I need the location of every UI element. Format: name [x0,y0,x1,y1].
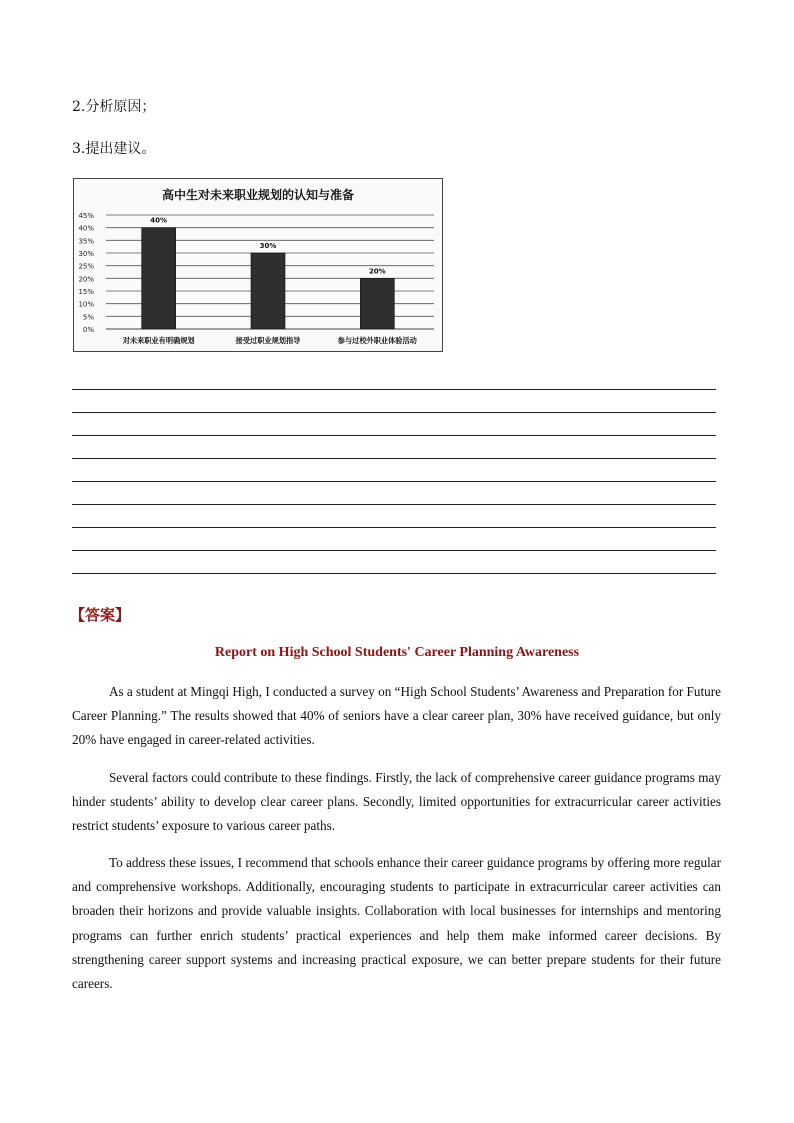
y-tick-label: 15% [78,288,94,296]
bar-data-label: 30% [259,242,277,250]
step-2-instruction: 2.分析原因； [72,99,156,115]
writing-line [72,482,716,505]
report-paragraph-2: Several factors could contribute to these findings. Firstly, the lack of comprehensive career guidance programs may hinder students’ ability to develop clear career plans. Secondly, limited opportunities for extracurricular career activities restrict students’ exposure to various career paths. [72,770,721,834]
writing-line [72,459,716,482]
bar-chart [73,178,443,352]
writing-line [72,528,716,551]
writing-line [72,389,716,413]
report-paragraph-3: To address these issues, I recommend that schools enhance their career guidance programs by offering more regular and comprehensive workshops. Additionally, encouraging students to participate in extracurricular career activities can broaden their horizons and provide valuable insights. Collaboration with local businesses for internships and mentoring programs can further enrich students’ practical experiences and help them make informed career decisions. By strengthening career support systems and increasing practical exposure, we can better prepare students for their future careers. [72,855,721,992]
chart-bar [251,253,285,329]
report-paragraph-1: As a student at Mingqi High, I conducted a survey on “High School Students’ Awareness and Preparation for Future Career Planning.” The results showed that 40% of seniors have a clear career plan, 30% have received guidance, but only 20% have engaged in career-related activities. [72,684,721,748]
x-category-label: 参与过校外职业体验活动 [337,336,417,345]
writing-line [72,436,716,459]
y-tick-label: 0% [82,326,94,334]
answer-heading: 【答案】 [70,606,131,624]
y-tick-label: 45% [78,212,94,220]
y-tick-label: 5% [82,313,94,322]
bar-data-label: 20% [368,267,386,276]
answer-writing-lines [72,389,716,574]
x-category-label: 接受过职业规划指导 [235,336,301,345]
bar-chart-svg [74,179,442,351]
bar-data-label: 40% [150,216,168,225]
y-tick-label: 25% [78,262,94,271]
step-3-instruction: 3.提出建议。 [72,141,156,157]
chart-bar [142,228,176,329]
writing-line [72,505,716,528]
chart-title: 高中生对未来职业规划的认知与准备 [161,188,355,202]
y-tick-label: 40% [78,224,94,233]
y-tick-label: 35% [78,237,94,246]
chart-bar [360,278,394,329]
y-tick-label: 20% [78,275,94,284]
y-tick-label: 30% [78,250,94,258]
y-tick-label: 10% [78,300,94,309]
x-category-label: 对未来职业有明确规划 [122,336,195,345]
writing-line [72,551,716,574]
writing-line [72,413,716,436]
report-title: Report on High School Students' Career Planning Awareness [214,645,580,660]
